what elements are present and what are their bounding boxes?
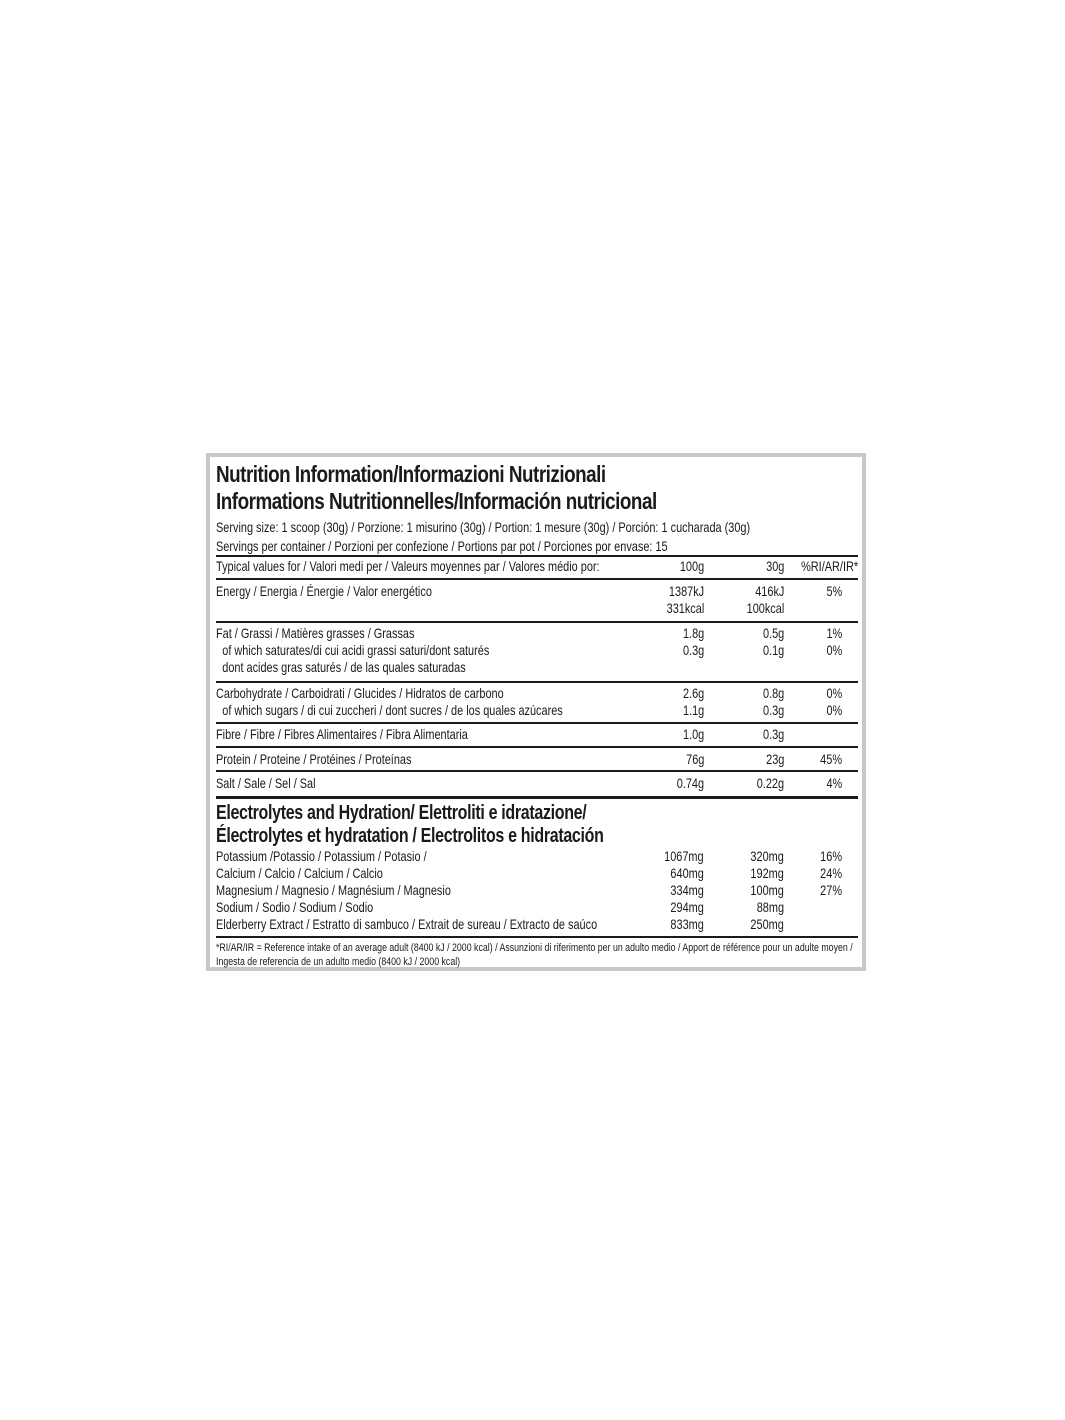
divider: [216, 621, 858, 623]
electrolyte-per100: 334mg: [670, 882, 704, 898]
electrolytes-title-line-2: Électrolytes et hydratation / Electrolitos e hidratación: [216, 825, 604, 847]
fat-label: Fat / Grassi / Matières grasses / Grassas: [216, 625, 415, 641]
carbohydrate-per100: 2.6g: [682, 685, 704, 701]
energy-ri: 5%: [826, 583, 842, 599]
protein-per30: 23g: [765, 751, 784, 767]
salt-per30: 0.22g: [756, 775, 784, 791]
nutrition-label: [206, 453, 866, 971]
electrolyte-per100: 1067mg: [664, 848, 704, 864]
divider: [216, 578, 858, 580]
serving-size: Serving size: 1 scoop (30g) / Porzione: 1 misurino (30g) / Portion: 1 mesure (30g) / Porción: 1 cucharada (30g): [216, 519, 751, 535]
fat-per100: 1.8g: [682, 625, 704, 641]
electrolyte-label: Potassium /Potassio / Potassium / Potasio /: [216, 848, 427, 864]
divider: [216, 936, 858, 938]
fat-per30: 0.5g: [762, 625, 784, 641]
header-per30: 30g: [765, 558, 784, 574]
electrolyte-ri: 27%: [820, 882, 842, 898]
electrolyte-per30: 320mg: [750, 848, 784, 864]
sugars-per100: 1.1g: [682, 702, 704, 718]
electrolyte-per30: 250mg: [750, 916, 784, 932]
protein-ri: 45%: [820, 751, 842, 767]
energy-per30-kcal: 100kcal: [746, 600, 784, 616]
fibre-per30: 0.3g: [762, 726, 784, 742]
energy-per100-kj: 1387kJ: [668, 583, 704, 599]
electrolyte-per30: 100mg: [750, 882, 784, 898]
label-title-line-2: Informations Nutritionnelles/Información nutricional: [216, 488, 657, 514]
electrolyte-per100: 640mg: [670, 865, 704, 881]
electrolyte-ri: 16%: [820, 848, 842, 864]
fibre-per100: 1.0g: [682, 726, 704, 742]
sugars-label: of which sugars / di cui zuccheri / dont sucres / de los quales azúcares: [222, 702, 563, 718]
energy-per30-kj: 416kJ: [754, 583, 784, 599]
energy-label: Energy / Energia / Énergie / Valor energético: [216, 583, 432, 599]
salt-ri: 4%: [826, 775, 842, 791]
electrolyte-label: Calcium / Calcio / Calcium / Calcio: [216, 865, 383, 881]
saturates-ri: 0%: [826, 642, 842, 658]
divider: [216, 796, 858, 799]
divider: [216, 722, 858, 724]
header-per100: 100g: [679, 558, 704, 574]
servings-per-container: Servings per container / Porzioni per confezione / Portions par pot / Porciones por envase: 15: [216, 538, 668, 554]
divider: [216, 681, 858, 683]
header-label: Typical values for / Valori medi per / Valeurs moyennes par / Valores médio por:: [216, 558, 600, 574]
footnote: *RI/AR/IR = Reference intake of an average adult (8400 kJ / 2000 kcal) / Assunzioni di riferimento per un adulto medio / Apport de référence pour un adulte moyen / Ingesta de referencia de un adulto medio (8400 kJ / 2000 kcal): [216, 942, 853, 968]
electrolyte-ri: 24%: [820, 865, 842, 881]
electrolyte-label: Elderberry Extract / Estratto di sambuco / Extrait de sureau / Extracto de saúco: [216, 916, 598, 932]
divider: [216, 746, 858, 748]
electrolyte-label: Sodium / Sodio / Sodium / Sodio: [216, 899, 374, 915]
header-ri: %RI/AR/IR*: [800, 558, 858, 574]
saturates-per100: 0.3g: [682, 642, 704, 658]
label-title-line-1: Nutrition Information/Informazioni Nutrizionali: [216, 461, 606, 487]
fat-ri: 1%: [826, 625, 842, 641]
energy-per100-kcal: 331kcal: [666, 600, 704, 616]
protein-per100: 76g: [685, 751, 704, 767]
sugars-per30: 0.3g: [762, 702, 784, 718]
sugars-ri: 0%: [826, 702, 842, 718]
saturates-label-2: dont acides gras saturés / de las quales saturadas: [222, 659, 466, 675]
protein-label: Protein / Proteine / Protéines / Proteínas: [216, 751, 412, 767]
electrolyte-per30: 88mg: [756, 899, 784, 915]
fibre-label: Fibre / Fibre / Fibres Alimentaires / Fibra Alimentaria: [216, 726, 468, 742]
divider: [216, 770, 858, 772]
electrolytes-title-line-1: Electrolytes and Hydration/ Elettroliti e idratazione/: [216, 802, 587, 824]
saturates-label-1: of which saturates/di cui acidi grassi saturi/dont saturés: [222, 642, 490, 658]
salt-per100: 0.74g: [676, 775, 704, 791]
electrolyte-label: Magnesium / Magnesio / Magnésium / Magnesio: [216, 882, 451, 898]
electrolyte-per100: 833mg: [670, 916, 704, 932]
carbohydrate-per30: 0.8g: [762, 685, 784, 701]
divider: [216, 555, 858, 557]
nutrition-label-content: [216, 461, 858, 968]
carbohydrate-label: Carbohydrate / Carboidrati / Glucides / Hidratos de carbono: [216, 685, 504, 701]
salt-label: Salt / Sale / Sel / Sal: [216, 775, 316, 791]
carbohydrate-ri: 0%: [826, 685, 842, 701]
electrolyte-per100: 294mg: [670, 899, 704, 915]
electrolyte-per30: 192mg: [750, 865, 784, 881]
saturates-per30: 0.1g: [762, 642, 784, 658]
